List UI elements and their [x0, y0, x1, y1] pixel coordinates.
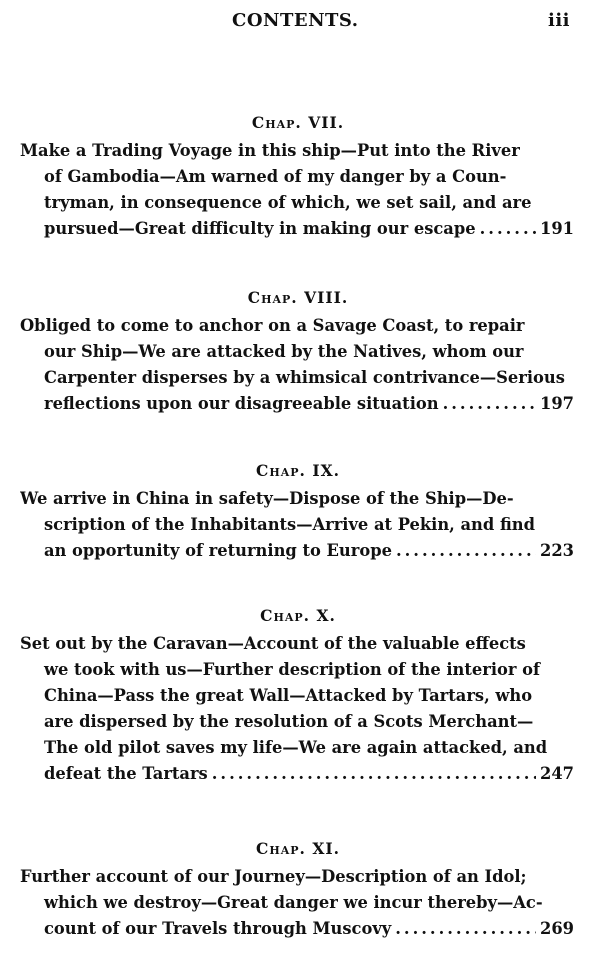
dot-leader — [443, 391, 536, 417]
summary-last-line — [20, 761, 574, 787]
page-title: CONTENTS. — [232, 10, 359, 31]
summary-line: pursued—Great difficulty in making our escape — [44, 219, 476, 238]
summary-line: are dispersed by the resolution of a Scots Merchant— — [44, 712, 534, 731]
chapter-8-entry — [0, 283, 596, 417]
summary-line: Obliged to come to anchor on a Savage Coast, to repair — [20, 316, 525, 335]
summary-line: Further account of our Journey—Description of an Idol; — [20, 867, 527, 886]
chapter-page-number: 191 — [540, 219, 574, 238]
chapter-9-entry — [0, 456, 596, 564]
dot-leader — [212, 761, 536, 787]
chapter-page-number: 269 — [540, 919, 574, 938]
summary-line: an opportunity of returning to Europe — [44, 541, 392, 560]
summary-last-line — [20, 216, 574, 242]
summary-last-line — [20, 391, 574, 417]
summary-line: We arrive in China in safety—Dispose of the Ship—De- — [20, 489, 514, 508]
chapter-heading: Chap. VII. — [251, 113, 345, 132]
chapter-page-number: 197 — [540, 394, 574, 413]
chapter-heading: Chap. VIII. — [247, 288, 349, 307]
chapter-10-entry — [0, 601, 596, 787]
dot-leader — [395, 916, 536, 942]
chapter-heading: Chap. IX. — [255, 461, 340, 480]
chapter-page-number: 247 — [540, 764, 574, 783]
summary-last-line — [20, 916, 574, 942]
summary-line: scription of the Inhabitants—Arrive at Pekin, and find — [44, 515, 535, 534]
chapter-summary — [20, 864, 574, 942]
summary-line: which we destroy—Great danger we incur thereby—Ac- — [44, 893, 543, 912]
summary-line: reflections upon our disagreeable situation — [44, 394, 439, 413]
summary-line: we took with us—Further description of the interior of — [44, 660, 540, 679]
page-number: iii — [547, 10, 570, 31]
summary-line: Carpenter disperses by a whimsical contrivance—Serious — [44, 368, 565, 387]
summary-line: Make a Trading Voyage in this ship—Put into the River — [20, 141, 520, 160]
chapter-page-number: 223 — [540, 541, 574, 560]
dot-leader — [396, 538, 536, 564]
summary-line: defeat the Tartars — [44, 764, 208, 783]
summary-last-line — [20, 538, 574, 564]
chapter-11-entry — [0, 834, 596, 942]
chapter-heading: Chap. X. — [260, 606, 336, 625]
chapter-heading: Chap. XI. — [255, 839, 340, 858]
chapter-summary — [20, 486, 574, 564]
summary-line: of Gambodia—Am warned of my danger by a Coun- — [44, 167, 507, 186]
summary-line: The old pilot saves my life—We are again attacked, and — [44, 738, 548, 757]
summary-line: tryman, in consequence of which, we set sail, and are — [44, 193, 532, 212]
chapter-summary — [20, 313, 574, 417]
chapter-7-entry — [0, 108, 596, 242]
summary-line: our Ship—We are attacked by the Natives, whom our — [44, 342, 524, 361]
summary-line: China—Pass the great Wall—Attacked by Tartars, who — [44, 686, 533, 705]
chapter-summary — [20, 631, 574, 787]
chapter-summary — [20, 138, 574, 242]
summary-line: count of our Travels through Muscovy — [44, 919, 392, 938]
summary-line: Set out by the Caravan—Account of the valuable effects — [20, 634, 526, 653]
dot-leader — [480, 216, 536, 242]
